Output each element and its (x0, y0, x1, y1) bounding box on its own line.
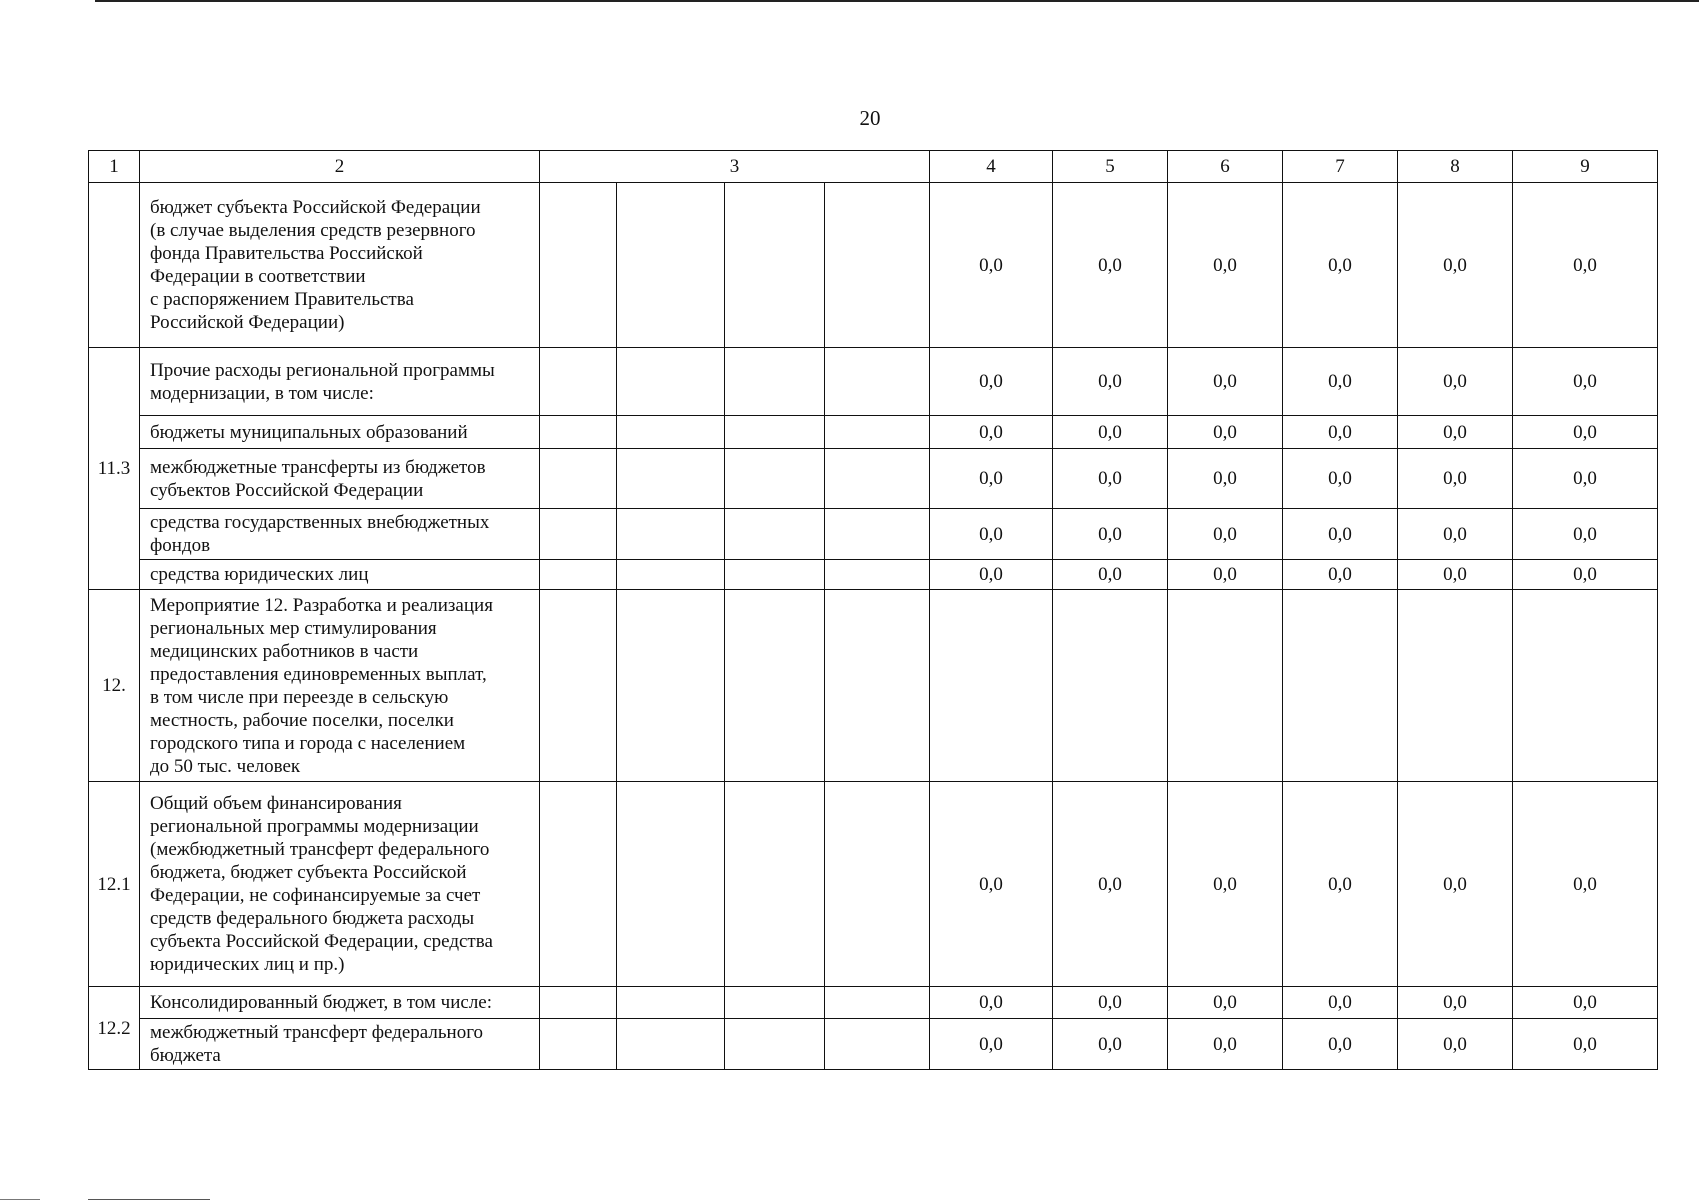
empty-cell (725, 183, 825, 348)
value-cell: 0,0 (1398, 987, 1513, 1019)
empty-cell (540, 560, 617, 590)
value-cell: 0,0 (1168, 509, 1283, 560)
value-cell: 0,0 (1398, 449, 1513, 509)
value-cell: 0,0 (930, 449, 1053, 509)
table-row (89, 782, 1658, 987)
value-cell: 0,0 (1283, 560, 1398, 590)
empty-cell (725, 449, 825, 509)
value-cell: 0,0 (1283, 1019, 1398, 1070)
row-description: средства юридических лиц (140, 560, 540, 590)
table-row (89, 590, 1658, 782)
value-cell: 0,0 (1398, 183, 1513, 348)
value-cell: 0,0 (1283, 449, 1398, 509)
empty-cell (617, 509, 725, 560)
header-cell: 4 (930, 151, 1053, 183)
header-cell: 2 (140, 151, 540, 183)
row-description: Мероприятие 12. Разработка и реализация региональных мер стимулирования медицинских работников в части предоставления единовременных выплат, в том числе при переезде в сельскую местность, рабочие поселки, поселки городского типа и города с населением до 50 тыс. человек (140, 590, 540, 782)
empty-cell (725, 1019, 825, 1070)
empty-cell (725, 987, 825, 1019)
header-cell: 9 (1513, 151, 1658, 183)
empty-cell (617, 1019, 725, 1070)
empty-cell (1053, 590, 1168, 782)
empty-cell (540, 449, 617, 509)
row-description: Общий объем финансирования региональной программы модернизации (межбюджетный трансферт федерального бюджета, бюджет субъекта Российской Федерации, не софинансируемые за счет средств федерального бюджета расходы субъекта Российской Федерации, средства юридических лиц и пр.) (140, 782, 540, 987)
empty-cell (725, 782, 825, 987)
table-row (89, 560, 1658, 590)
empty-cell (1168, 590, 1283, 782)
row-description: Прочие расходы региональной программы модернизации, в том числе: (140, 348, 540, 416)
value-cell: 0,0 (1168, 782, 1283, 987)
value-cell: 0,0 (1513, 1019, 1658, 1070)
header-cell: 8 (1398, 151, 1513, 183)
row-description: средства государственных внебюджетных фондов (140, 509, 540, 560)
value-cell: 0,0 (930, 348, 1053, 416)
value-cell: 0,0 (1053, 987, 1168, 1019)
empty-cell (540, 348, 617, 416)
empty-cell (825, 509, 930, 560)
value-cell: 0,0 (1168, 449, 1283, 509)
table-row (89, 509, 1658, 560)
empty-cell (540, 782, 617, 987)
value-cell: 0,0 (1053, 509, 1168, 560)
value-cell: 0,0 (1283, 183, 1398, 348)
value-cell: 0,0 (1513, 509, 1658, 560)
page-number: 20 (859, 106, 881, 130)
header-cell: 6 (1168, 151, 1283, 183)
empty-cell (825, 449, 930, 509)
value-cell: 0,0 (1398, 509, 1513, 560)
empty-cell (725, 416, 825, 449)
value-cell: 0,0 (1513, 183, 1658, 348)
header-row (89, 151, 1658, 183)
value-cell: 0,0 (1398, 348, 1513, 416)
empty-cell (617, 590, 725, 782)
table-row (89, 348, 1658, 416)
value-cell: 0,0 (1053, 1019, 1168, 1070)
value-cell: 0,0 (1053, 416, 1168, 449)
empty-cell (725, 590, 825, 782)
row-number: 12. (89, 590, 140, 782)
value-cell: 0,0 (930, 782, 1053, 987)
value-cell: 0,0 (1398, 782, 1513, 987)
value-cell: 0,0 (1513, 782, 1658, 987)
value-cell: 0,0 (1283, 782, 1398, 987)
empty-cell (825, 183, 930, 348)
table-row (89, 987, 1658, 1019)
value-cell: 0,0 (1053, 449, 1168, 509)
value-cell: 0,0 (1398, 416, 1513, 449)
header-cell: 1 (89, 151, 140, 183)
value-cell: 0,0 (930, 1019, 1053, 1070)
row-number: 12.1 (89, 782, 140, 987)
empty-cell (1283, 590, 1398, 782)
value-cell: 0,0 (1513, 416, 1658, 449)
value-cell: 0,0 (1283, 509, 1398, 560)
value-cell: 0,0 (930, 560, 1053, 590)
value-cell: 0,0 (930, 416, 1053, 449)
empty-cell (725, 560, 825, 590)
row-description: межбюджетные трансферты из бюджетов субъектов Российской Федерации (140, 449, 540, 509)
value-cell: 0,0 (1053, 348, 1168, 416)
empty-cell (825, 782, 930, 987)
empty-cell (725, 348, 825, 416)
empty-cell (825, 560, 930, 590)
value-cell: 0,0 (1398, 560, 1513, 590)
empty-cell (540, 509, 617, 560)
empty-cell (930, 590, 1053, 782)
header-cell: 5 (1053, 151, 1168, 183)
empty-cell (825, 590, 930, 782)
row-description: бюджет субъекта Российской Федерации (в случае выделения средств резервного фонда Правительства Российской Федерации в соответствии с распоряжением Правительства Российской Федерации) (140, 183, 540, 348)
row-description: Консолидированный бюджет, в том числе: (140, 987, 540, 1019)
empty-cell (540, 590, 617, 782)
value-cell: 0,0 (1398, 1019, 1513, 1070)
value-cell: 0,0 (1168, 348, 1283, 416)
value-cell: 0,0 (1168, 416, 1283, 449)
empty-cell (1398, 590, 1513, 782)
empty-cell (617, 416, 725, 449)
empty-cell (617, 348, 725, 416)
value-cell: 0,0 (1283, 348, 1398, 416)
empty-cell (617, 183, 725, 348)
empty-cell (1513, 590, 1658, 782)
empty-cell (617, 449, 725, 509)
value-cell: 0,0 (1168, 183, 1283, 348)
empty-cell (540, 416, 617, 449)
value-cell: 0,0 (1513, 560, 1658, 590)
value-cell: 0,0 (1053, 183, 1168, 348)
table-row (89, 183, 1658, 348)
value-cell: 0,0 (930, 183, 1053, 348)
empty-cell (617, 560, 725, 590)
empty-cell (725, 509, 825, 560)
value-cell: 0,0 (1168, 1019, 1283, 1070)
row-number: 11.3 (89, 348, 140, 590)
value-cell: 0,0 (1053, 782, 1168, 987)
value-cell: 0,0 (1168, 987, 1283, 1019)
row-description: межбюджетный трансферт федерального бюджета (140, 1019, 540, 1070)
header-cell: 3 (540, 151, 930, 183)
row-number (89, 183, 140, 348)
empty-cell (617, 782, 725, 987)
empty-cell (540, 1019, 617, 1070)
empty-cell (540, 987, 617, 1019)
value-cell: 0,0 (1513, 449, 1658, 509)
table-row (89, 416, 1658, 449)
empty-cell (825, 348, 930, 416)
value-cell: 0,0 (1283, 416, 1398, 449)
value-cell: 0,0 (1053, 560, 1168, 590)
empty-cell (825, 987, 930, 1019)
row-description: бюджеты муниципальных образований (140, 416, 540, 449)
table-row (89, 449, 1658, 509)
value-cell: 0,0 (930, 509, 1053, 560)
empty-cell (617, 987, 725, 1019)
value-cell: 0,0 (1168, 560, 1283, 590)
header-cell: 7 (1283, 151, 1398, 183)
value-cell: 0,0 (1513, 348, 1658, 416)
empty-cell (825, 416, 930, 449)
row-number: 12.2 (89, 987, 140, 1070)
empty-cell (825, 1019, 930, 1070)
table-row (89, 1019, 1658, 1070)
value-cell: 0,0 (1283, 987, 1398, 1019)
value-cell: 0,0 (1513, 987, 1658, 1019)
value-cell: 0,0 (930, 987, 1053, 1019)
empty-cell (540, 183, 617, 348)
top-rule (95, 0, 1699, 2)
budget-table (88, 150, 1658, 1070)
